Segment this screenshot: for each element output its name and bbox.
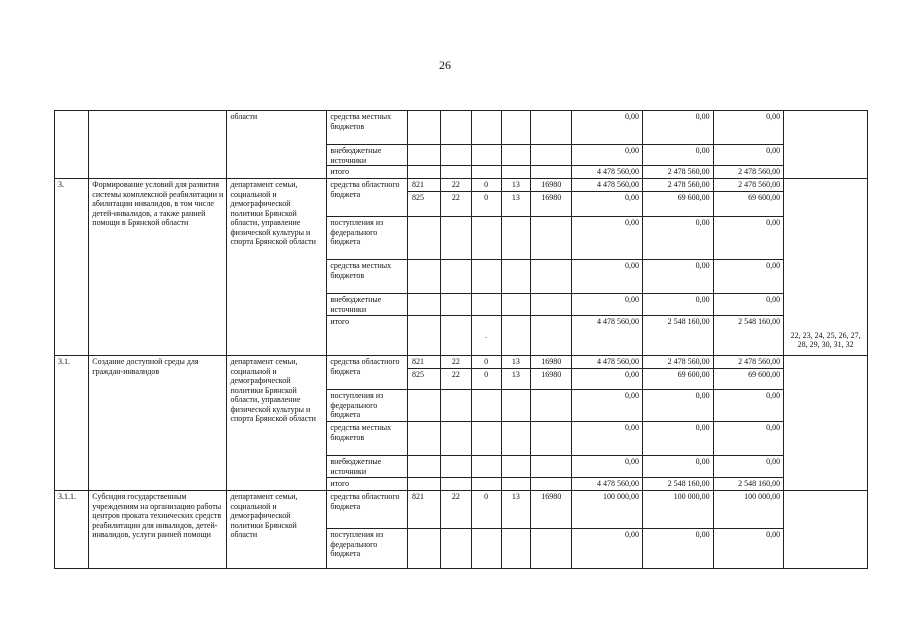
amount-2024: 0,00 (642, 456, 713, 478)
indicator-links: 22, 23, 24, 25, 26, 27, 28, 29, 30, 31, 32 (784, 330, 868, 356)
amount-2024: 100 000,00 (642, 491, 713, 529)
executor: департамент семьи, социальной и демографической политики Брянской области, управление физической культуры и спорта Брянской области (227, 356, 327, 491)
source-label: поступления из федерального бюджета (327, 529, 408, 569)
row-number: 3.1. (55, 356, 89, 491)
target-code-2: 16980 (531, 491, 572, 529)
amount-2025: 0,00 (713, 456, 784, 478)
amount-2023: 100 000,00 (572, 491, 643, 529)
amount-2023: 4 478 560,00 (572, 166, 643, 179)
amount-2023: 4 478 560,00 (572, 478, 643, 491)
source-label: итого (327, 166, 408, 179)
subsection-code: 0 (471, 356, 501, 369)
target-code-1: 13 (501, 369, 530, 390)
amount-2025: 0,00 (713, 111, 784, 145)
indicator-links (784, 111, 868, 179)
amount-2025: 0,00 (713, 145, 784, 166)
section-code: 22 (441, 491, 471, 529)
page-number: 26 (439, 58, 451, 72)
amount-2024: 0,00 (642, 529, 713, 569)
amount-2025: 100 000,00 (713, 491, 784, 529)
target-code-1: 13 (501, 192, 530, 217)
target-code-1: 13 (501, 179, 530, 192)
source-label: средства областного бюджета (327, 491, 408, 529)
source-label: итого (327, 478, 408, 491)
subsection-code: 0 (471, 369, 501, 390)
amount-2024: 69 600,00 (642, 369, 713, 390)
event-name: Субсидия государственным учреждениям на организацию работы центров проката технических средств реабилитации для инвалидов, детей-инвалидов, услуги ранней помощи (89, 491, 227, 569)
amount-2025: 2 548 160,00 (713, 316, 784, 356)
subsection-code: 0 (471, 491, 501, 529)
target-code-2: 16980 (531, 192, 572, 217)
executor: области (227, 111, 327, 179)
event-name: Создание доступной среды для граждан-инвалидов (89, 356, 227, 491)
event-name: Формирование условий для развития системы комплексной реабилитации и абилитации инвалидов, в том числе детей-инвалидов, а также ранней помощи в Брянской области (89, 179, 227, 356)
amount-2024: 2 478 560,00 (642, 166, 713, 179)
amount-2024: 69 600,00 (642, 192, 713, 217)
amount-2025: 2 478 560,00 (713, 166, 784, 179)
table-row (55, 356, 868, 369)
target-code-1: 13 (501, 356, 530, 369)
amount-2025: 0,00 (713, 294, 784, 316)
amount-2024: 0,00 (642, 217, 713, 260)
amount-2024: 0,00 (642, 260, 713, 294)
amount-2023: 0,00 (572, 260, 643, 294)
amount-2023: 0,00 (572, 390, 643, 422)
amount-2023: 4 478 560,00 (572, 316, 643, 356)
amount-2023: 0,00 (572, 111, 643, 145)
amount-2025: 0,00 (713, 529, 784, 569)
subsection-code: 0 (471, 179, 501, 192)
source-label: средства местных бюджетов (327, 111, 408, 145)
indicator-links (784, 356, 868, 491)
amount-2024: 0,00 (642, 294, 713, 316)
grbs-code: 825 (408, 192, 441, 217)
grbs-code: 821 (408, 179, 441, 192)
grbs-code: 825 (408, 369, 441, 390)
amount-2025: 2 478 560,00 (713, 356, 784, 369)
source-label: итого (327, 316, 408, 330)
target-code-2: 16980 (531, 179, 572, 192)
grbs-code: 821 (408, 356, 441, 369)
row-number (55, 111, 89, 179)
amount-2024: 0,00 (642, 145, 713, 166)
section-code: 22 (441, 369, 471, 390)
table-row (55, 491, 868, 529)
target-code-2: 16980 (531, 356, 572, 369)
amount-2024: 2 478 560,00 (642, 179, 713, 192)
amount-2025: 0,00 (713, 390, 784, 422)
amount-2024: 0,00 (642, 422, 713, 456)
subsection-code: 0 (471, 192, 501, 217)
indicator-links (784, 491, 868, 569)
target-code-2: 16980 (531, 369, 572, 390)
source-label: внебюджетные источники (327, 456, 408, 478)
amount-2023: 0,00 (572, 369, 643, 390)
source-label: поступления из федерального бюджета (327, 217, 408, 260)
amount-2025: 0,00 (713, 260, 784, 294)
dot-mark: . (471, 316, 501, 356)
source-label: внебюджетные источники (327, 145, 408, 166)
table-row (55, 179, 868, 192)
source-label: средства областного бюджета (327, 356, 408, 390)
source-label: внебюджетные источники (327, 294, 408, 316)
budget-table (54, 110, 868, 569)
amount-2023: 0,00 (572, 294, 643, 316)
section-code: 22 (441, 356, 471, 369)
amount-2023: 0,00 (572, 529, 643, 569)
row-number: 3. (55, 179, 89, 356)
table-row (55, 111, 868, 145)
amount-2025: 2 478 560,00 (713, 179, 784, 192)
section-code: 22 (441, 179, 471, 192)
amount-2025: 0,00 (713, 422, 784, 456)
amount-2023: 0,00 (572, 456, 643, 478)
amount-2023: 0,00 (572, 192, 643, 217)
amount-2024: 0,00 (642, 111, 713, 145)
amount-2025: 69 600,00 (713, 369, 784, 390)
row-number: 3.1.1. (55, 491, 89, 569)
source-label: поступления из федерального бюджета (327, 390, 408, 422)
amount-2025: 0,00 (713, 217, 784, 260)
amount-2024: 2 548 160,00 (642, 478, 713, 491)
amount-2025: 69 600,00 (713, 192, 784, 217)
grbs-code: 821 (408, 491, 441, 529)
source-label: средства местных бюджетов (327, 422, 408, 456)
amount-2023: 4 478 560,00 (572, 179, 643, 192)
source-label: средства областного бюджета (327, 179, 408, 217)
source-label: средства местных бюджетов (327, 260, 408, 294)
amount-2023: 4 478 560,00 (572, 356, 643, 369)
executor: департамент семьи, социальной и демографической политики Брянской области, управление физической культуры и спорта Брянской области (227, 179, 327, 356)
target-code-1: 13 (501, 491, 530, 529)
amount-2025: 2 548 160,00 (713, 478, 784, 491)
amount-2024: 2 478 560,00 (642, 356, 713, 369)
event-name (89, 111, 227, 179)
amount-2024: 0,00 (642, 390, 713, 422)
amount-2023: 0,00 (572, 145, 643, 166)
executor: департамент семьи, социальной и демографической политики Брянской области (227, 491, 327, 569)
amount-2023: 0,00 (572, 217, 643, 260)
section-code: 22 (441, 192, 471, 217)
amount-2023: 0,00 (572, 422, 643, 456)
amount-2024: 2 548 160,00 (642, 316, 713, 356)
